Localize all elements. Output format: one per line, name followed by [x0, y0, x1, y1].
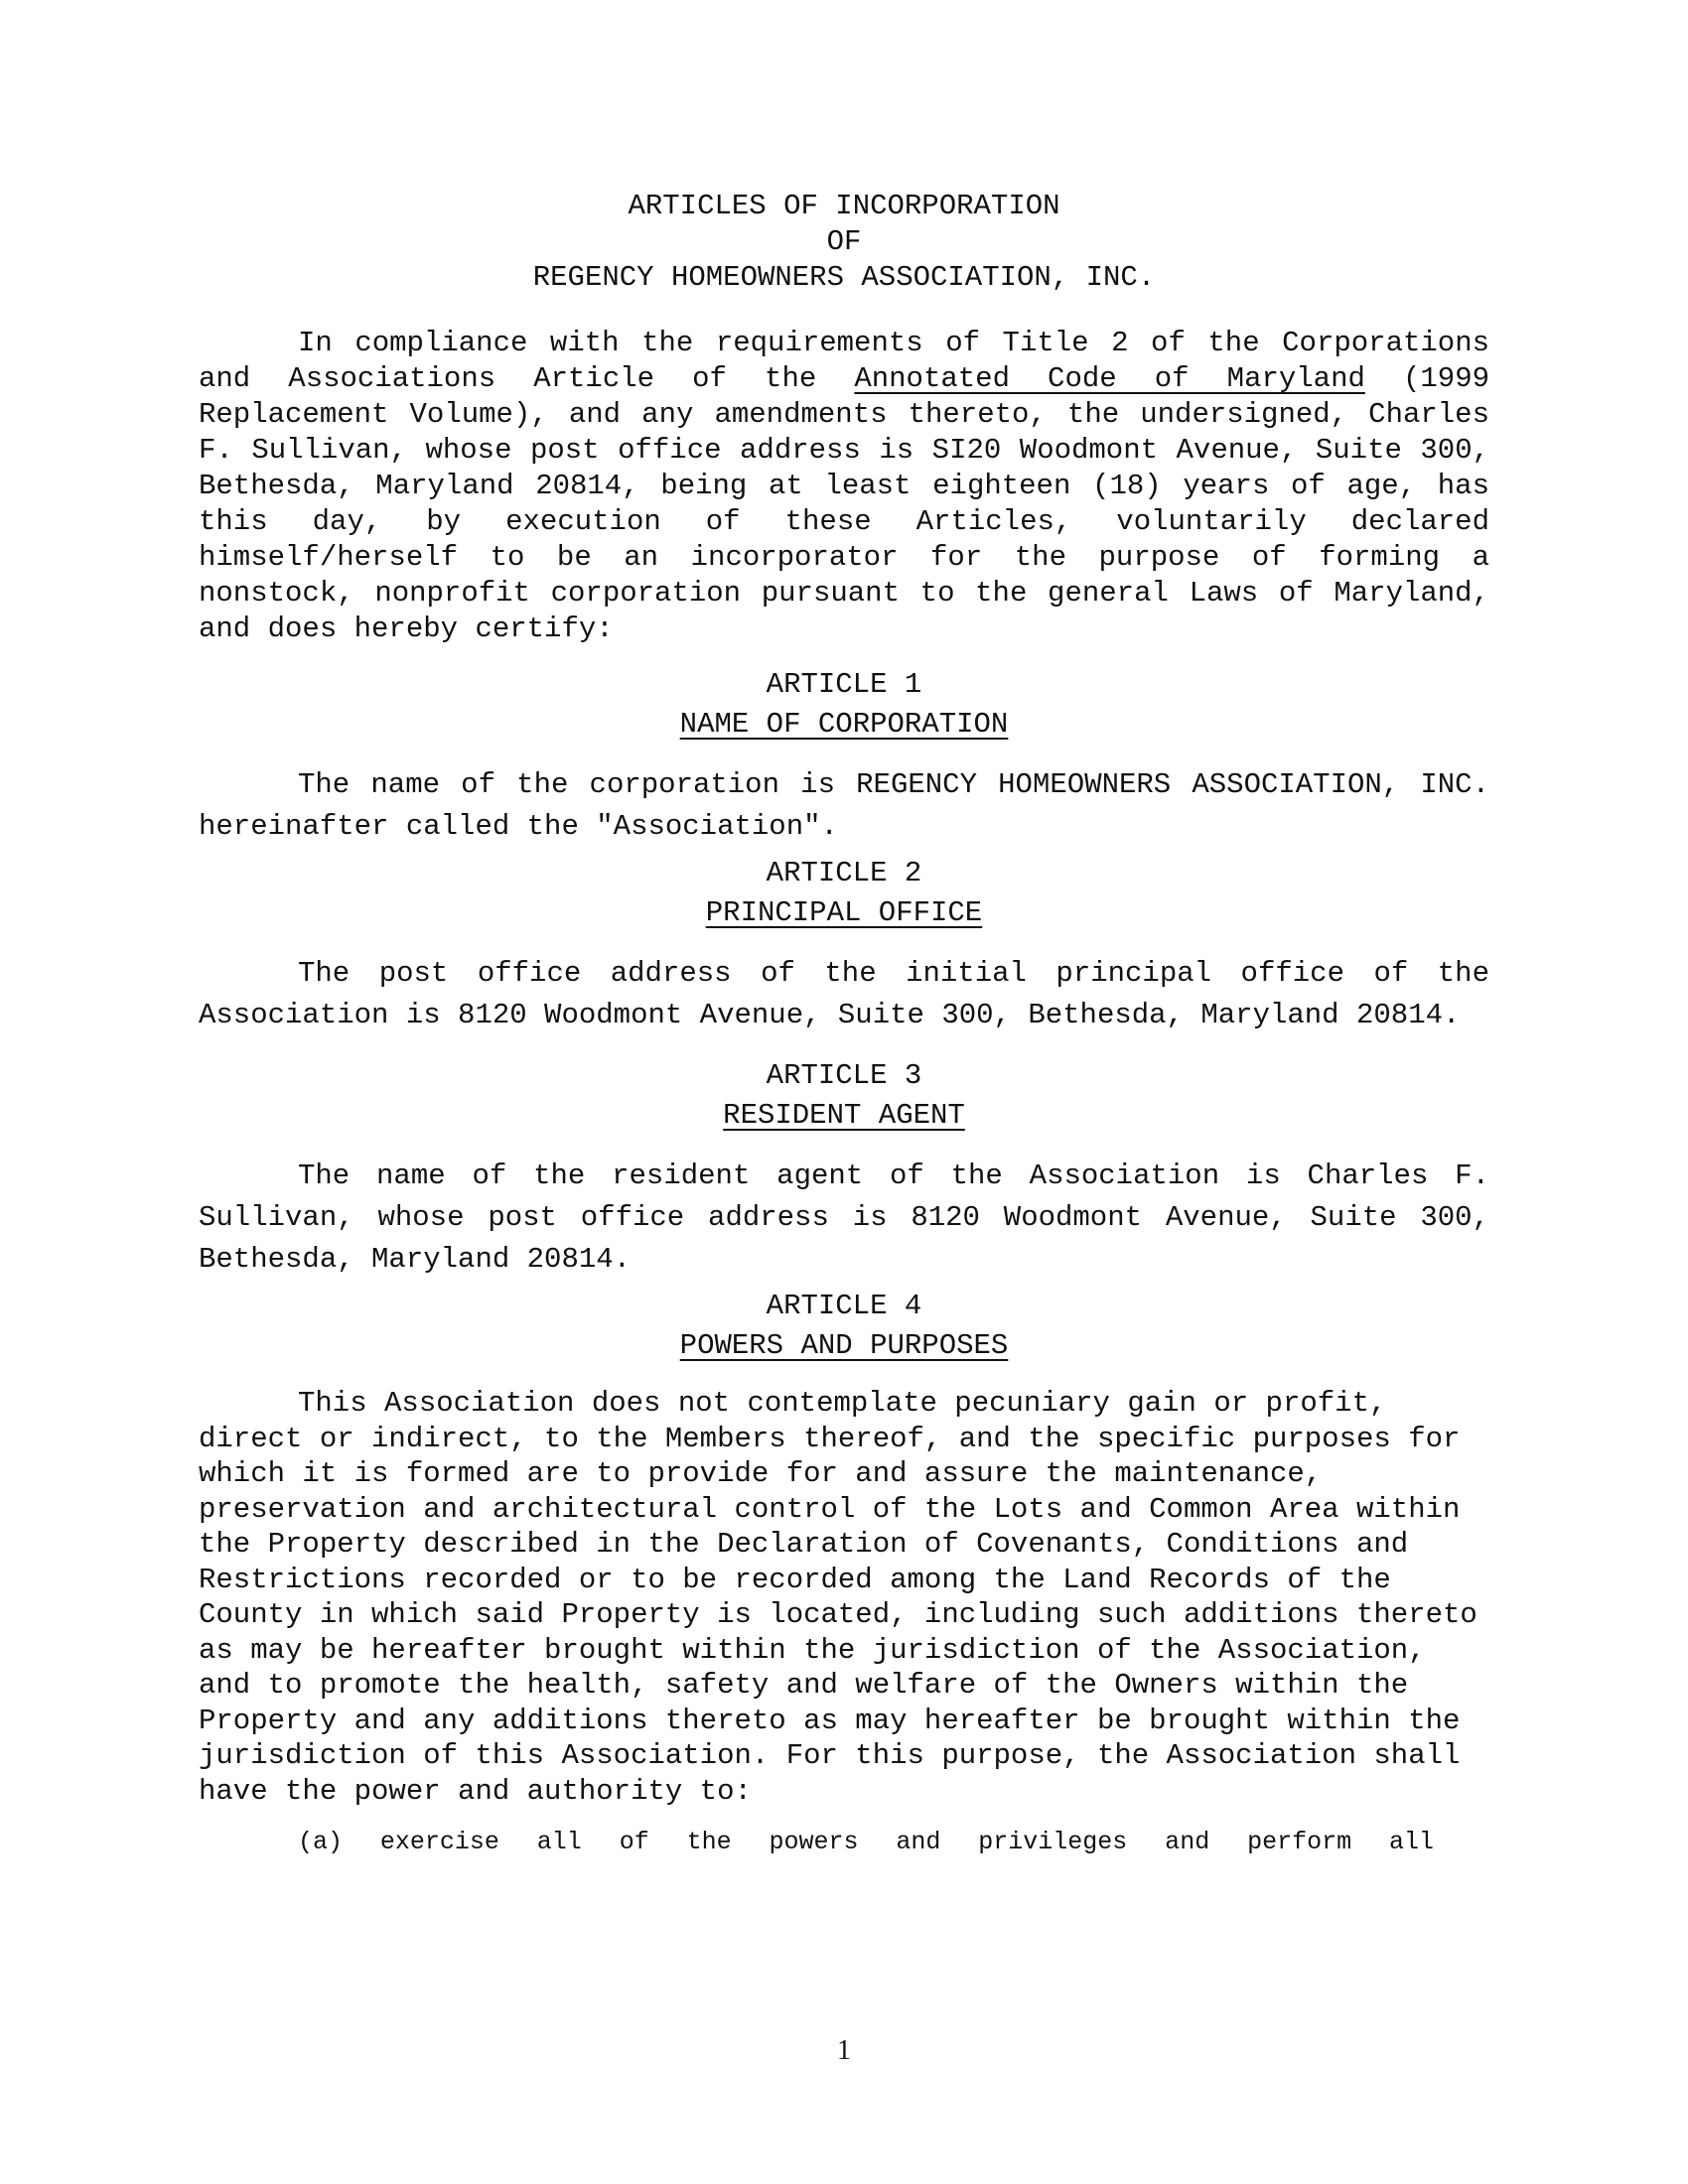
- article-4-title: POWERS AND PURPOSES: [679, 1329, 1009, 1362]
- article-3-text: The name of the resident agent of the Association is Charles F. Sullivan, whose post office address is 8120 Woodmont Avenue, Suite 300, Bethesda, Maryland 20814.: [199, 1160, 1489, 1276]
- subitem-a: (a) exercise all of the powers and privileges and perform all: [298, 1828, 1434, 1856]
- intro-text-1: In compliance with the requirements of Title 2 of the Corporations and Associations Article of the: [199, 327, 1489, 395]
- article-2-title: PRINCIPAL OFFICE: [705, 896, 983, 929]
- article-1-text: The name of the corporation is REGENCY HOMEOWNERS ASSOCIATION, INC. hereinafter called the "Association".: [199, 768, 1489, 843]
- intro-text-2: (1999 Replacement Volume), and any amendments thereto, the undersigned, Charles F. Sullivan, whose post office address is SI20 Woodmont Avenue, Suite 300, Bethesda, Maryland 20814, being at least eighteen (18) years of age, has this day, by execution of these Articles, voluntarily declared himself/herself to be an incorporator for the purpose of forming a nonstock, nonprofit corporation pursuant to the general Laws of Maryland, and does hereby certify:: [199, 362, 1489, 645]
- article-1-title: NAME OF CORPORATION: [679, 708, 1009, 741]
- title-line-2: OF: [826, 225, 862, 258]
- article-4-text: This Association does not contemplate pecuniary gain or profit, direct or indirect, to the Members thereof, and the specific purposes for which it is formed are to provide for and assure the maintenance, preservation and architectural control of the Lots and Common Area within the Property described in the Declaration of Covenants, Conditions and Restrictions recorded or to be recorded among the Land Records of the County in which said Property is located, including such additions thereto as may be hereafter brought within the jurisdiction of the Association, and to promote the health, safety and welfare of the Owners within the Property and any additions thereto as may hereafter be brought within the jurisdiction of this Association. For this purpose, the Association shall have the power and authority to:: [199, 1387, 1477, 1808]
- title-line-1: ARTICLES OF INCORPORATION: [628, 190, 1060, 222]
- article-3-heading: [199, 1056, 1489, 1136]
- article-4-number: ARTICLE 4: [766, 1290, 922, 1322]
- code-citation: Annotated Code of Maryland: [854, 362, 1365, 395]
- article-4-heading: [199, 1287, 1489, 1366]
- document-title: [199, 189, 1489, 296]
- intro-paragraph: [199, 326, 1489, 647]
- title-line-3: REGENCY HOMEOWNERS ASSOCIATION, INC.: [532, 261, 1156, 294]
- article-2-text: The post office address of the initial principal office of the Association is 8120 Woodmont Avenue, Suite 300, Bethesda, Maryland 20814.: [199, 957, 1489, 1031]
- page-number: 1: [837, 2035, 851, 2066]
- article-2-number: ARTICLE 2: [766, 857, 922, 889]
- article-1-number: ARTICLE 1: [766, 668, 922, 701]
- document-page: [199, 189, 1489, 1860]
- article-1-heading: [199, 665, 1489, 745]
- article-2-heading: [199, 854, 1489, 933]
- article-3-number: ARTICLE 3: [766, 1059, 922, 1092]
- article-3-title: RESIDENT AGENT: [723, 1099, 965, 1132]
